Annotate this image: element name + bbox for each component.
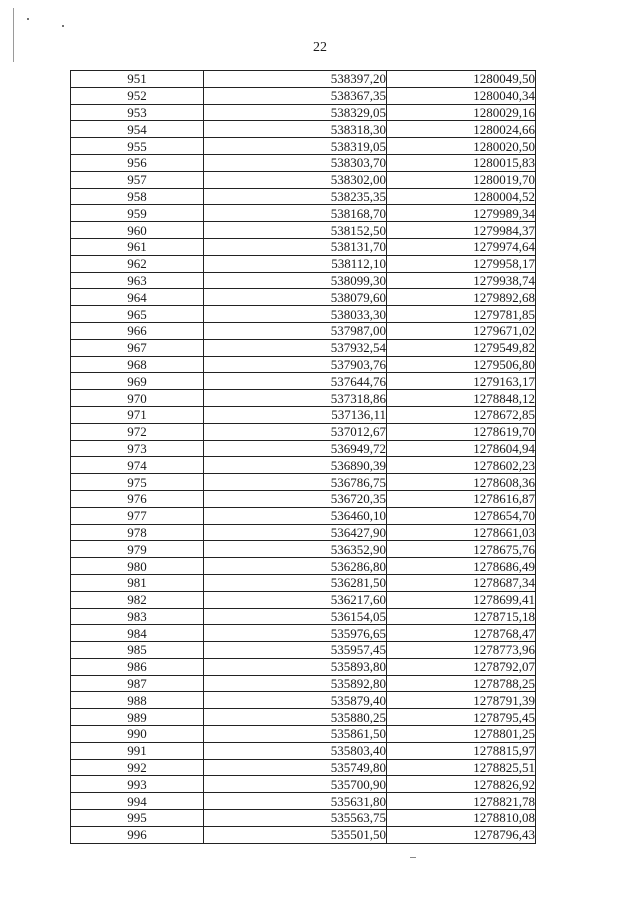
y-coordinate-cell: 1280019,70 <box>387 171 536 188</box>
x-coordinate-cell: 535893,80 <box>204 658 387 675</box>
point-number-cell: 965 <box>71 306 204 323</box>
point-number-cell: 956 <box>71 154 204 171</box>
coordinates-table-body <box>71 71 536 844</box>
table-row <box>71 574 536 591</box>
coordinates-table <box>70 70 536 844</box>
point-number-cell: 986 <box>71 658 204 675</box>
table-row <box>71 759 536 776</box>
point-number-cell: 983 <box>71 608 204 625</box>
x-coordinate-cell: 535700,90 <box>204 776 387 793</box>
y-coordinate-cell: 1280004,52 <box>387 188 536 205</box>
point-number-cell: 961 <box>71 238 204 255</box>
x-coordinate-cell: 535749,80 <box>204 759 387 776</box>
table-row <box>71 390 536 407</box>
x-coordinate-cell: 538329,05 <box>204 104 387 121</box>
x-coordinate-cell: 538235,35 <box>204 188 387 205</box>
point-number-cell: 993 <box>71 776 204 793</box>
point-number-cell: 987 <box>71 675 204 692</box>
table-row <box>71 356 536 373</box>
point-number-cell: 958 <box>71 188 204 205</box>
x-coordinate-cell: 535976,65 <box>204 625 387 642</box>
x-coordinate-cell: 536720,35 <box>204 490 387 507</box>
y-coordinate-cell: 1280049,50 <box>387 71 536 88</box>
table-row <box>71 709 536 726</box>
table-row <box>71 474 536 491</box>
point-number-cell: 953 <box>71 104 204 121</box>
table-row <box>71 524 536 541</box>
table-row <box>71 238 536 255</box>
point-number-cell: 979 <box>71 541 204 558</box>
y-coordinate-cell: 1278675,76 <box>387 541 536 558</box>
x-coordinate-cell: 536217,60 <box>204 591 387 608</box>
table-row <box>71 625 536 642</box>
point-number-cell: 971 <box>71 406 204 423</box>
point-number-cell: 970 <box>71 390 204 407</box>
y-coordinate-cell: 1278715,18 <box>387 608 536 625</box>
table-row <box>71 87 536 104</box>
table-row <box>71 71 536 88</box>
table-row <box>71 188 536 205</box>
point-number-cell: 955 <box>71 138 204 155</box>
table-row <box>71 457 536 474</box>
table-row <box>71 440 536 457</box>
y-coordinate-cell: 1279506,80 <box>387 356 536 373</box>
y-coordinate-cell: 1278604,94 <box>387 440 536 457</box>
x-coordinate-cell: 536460,10 <box>204 507 387 524</box>
point-number-cell: 978 <box>71 524 204 541</box>
point-number-cell: 954 <box>71 121 204 138</box>
y-coordinate-cell: 1279958,17 <box>387 255 536 272</box>
table-row <box>71 272 536 289</box>
table-row <box>71 507 536 524</box>
y-coordinate-cell: 1278848,12 <box>387 390 536 407</box>
table-row <box>71 591 536 608</box>
table-row <box>71 104 536 121</box>
point-number-cell: 988 <box>71 692 204 709</box>
x-coordinate-cell: 537644,76 <box>204 373 387 390</box>
table-row <box>71 306 536 323</box>
y-coordinate-cell: 1280024,66 <box>387 121 536 138</box>
table-row <box>71 810 536 827</box>
page-number: 22 <box>313 40 327 55</box>
x-coordinate-cell: 537932,54 <box>204 339 387 356</box>
y-coordinate-cell: 1278619,70 <box>387 423 536 440</box>
y-coordinate-cell: 1278801,25 <box>387 726 536 743</box>
x-coordinate-cell: 538152,50 <box>204 222 387 239</box>
y-coordinate-cell: 1280015,83 <box>387 154 536 171</box>
point-number-cell: 972 <box>71 423 204 440</box>
y-coordinate-cell: 1278699,41 <box>387 591 536 608</box>
point-number-cell: 967 <box>71 339 204 356</box>
y-coordinate-cell: 1278773,96 <box>387 642 536 659</box>
y-coordinate-cell: 1278768,47 <box>387 625 536 642</box>
x-coordinate-cell: 537903,76 <box>204 356 387 373</box>
x-coordinate-cell: 535563,75 <box>204 810 387 827</box>
y-coordinate-cell: 1278654,70 <box>387 507 536 524</box>
y-coordinate-cell: 1279989,34 <box>387 205 536 222</box>
point-number-cell: 969 <box>71 373 204 390</box>
table-row <box>71 490 536 507</box>
point-number-cell: 957 <box>71 171 204 188</box>
x-coordinate-cell: 535957,45 <box>204 642 387 659</box>
table-row <box>71 289 536 306</box>
x-coordinate-cell: 535861,50 <box>204 726 387 743</box>
table-row <box>71 222 536 239</box>
y-coordinate-cell: 1280020,50 <box>387 138 536 155</box>
table-row <box>71 642 536 659</box>
y-coordinate-cell: 1278815,97 <box>387 742 536 759</box>
x-coordinate-cell: 535501,50 <box>204 826 387 843</box>
x-coordinate-cell: 536154,05 <box>204 608 387 625</box>
x-coordinate-cell: 537012,67 <box>204 423 387 440</box>
x-coordinate-cell: 538318,30 <box>204 121 387 138</box>
table-row <box>71 138 536 155</box>
table-row <box>71 776 536 793</box>
x-coordinate-cell: 538168,70 <box>204 205 387 222</box>
x-coordinate-cell: 536949,72 <box>204 440 387 457</box>
x-coordinate-cell: 536281,50 <box>204 574 387 591</box>
point-number-cell: 976 <box>71 490 204 507</box>
table-row <box>71 675 536 692</box>
point-number-cell: 984 <box>71 625 204 642</box>
x-coordinate-cell: 535892,80 <box>204 675 387 692</box>
y-coordinate-cell: 1278821,78 <box>387 793 536 810</box>
point-number-cell: 980 <box>71 558 204 575</box>
x-coordinate-cell: 535880,25 <box>204 709 387 726</box>
x-coordinate-cell: 535879,40 <box>204 692 387 709</box>
point-number-cell: 964 <box>71 289 204 306</box>
x-coordinate-cell: 538319,05 <box>204 138 387 155</box>
y-coordinate-cell: 1278687,34 <box>387 574 536 591</box>
table-row <box>71 692 536 709</box>
table-row <box>71 121 536 138</box>
y-coordinate-cell: 1278602,23 <box>387 457 536 474</box>
scan-speck <box>62 25 64 27</box>
table-row <box>71 826 536 843</box>
x-coordinate-cell: 537318,86 <box>204 390 387 407</box>
point-number-cell: 973 <box>71 440 204 457</box>
y-coordinate-cell: 1279984,37 <box>387 222 536 239</box>
table-row <box>71 205 536 222</box>
point-number-cell: 966 <box>71 322 204 339</box>
y-coordinate-cell: 1278810,08 <box>387 810 536 827</box>
point-number-cell: 977 <box>71 507 204 524</box>
x-coordinate-cell: 536352,90 <box>204 541 387 558</box>
y-coordinate-cell: 1278825,51 <box>387 759 536 776</box>
table-row <box>71 658 536 675</box>
table-row <box>71 339 536 356</box>
y-coordinate-cell: 1278661,03 <box>387 524 536 541</box>
x-coordinate-cell: 538303,70 <box>204 154 387 171</box>
table-row <box>71 726 536 743</box>
table-row <box>71 171 536 188</box>
y-coordinate-cell: 1280029,16 <box>387 104 536 121</box>
x-coordinate-cell: 538033,30 <box>204 306 387 323</box>
point-number-cell: 985 <box>71 642 204 659</box>
scan-mark <box>410 857 416 858</box>
y-coordinate-cell: 1278788,25 <box>387 675 536 692</box>
point-number-cell: 991 <box>71 742 204 759</box>
point-number-cell: 994 <box>71 793 204 810</box>
y-coordinate-cell: 1278616,87 <box>387 490 536 507</box>
y-coordinate-cell: 1278686,49 <box>387 558 536 575</box>
table-row <box>71 322 536 339</box>
point-number-cell: 992 <box>71 759 204 776</box>
x-coordinate-cell: 535803,40 <box>204 742 387 759</box>
table-row <box>71 541 536 558</box>
x-coordinate-cell: 535631,80 <box>204 793 387 810</box>
x-coordinate-cell: 538397,20 <box>204 71 387 88</box>
point-number-cell: 962 <box>71 255 204 272</box>
x-coordinate-cell: 536427,90 <box>204 524 387 541</box>
y-coordinate-cell: 1279163,17 <box>387 373 536 390</box>
point-number-cell: 995 <box>71 810 204 827</box>
y-coordinate-cell: 1278792,07 <box>387 658 536 675</box>
x-coordinate-cell: 536890,39 <box>204 457 387 474</box>
scan-speck <box>27 18 29 20</box>
y-coordinate-cell: 1278608,36 <box>387 474 536 491</box>
table-row <box>71 558 536 575</box>
x-coordinate-cell: 538367,35 <box>204 87 387 104</box>
y-coordinate-cell: 1278791,39 <box>387 692 536 709</box>
point-number-cell: 974 <box>71 457 204 474</box>
y-coordinate-cell: 1279671,02 <box>387 322 536 339</box>
point-number-cell: 951 <box>71 71 204 88</box>
y-coordinate-cell: 1278795,45 <box>387 709 536 726</box>
x-coordinate-cell: 538112,10 <box>204 255 387 272</box>
point-number-cell: 989 <box>71 709 204 726</box>
table-row <box>71 255 536 272</box>
x-coordinate-cell: 538302,00 <box>204 171 387 188</box>
table-row <box>71 742 536 759</box>
point-number-cell: 982 <box>71 591 204 608</box>
x-coordinate-cell: 538079,60 <box>204 289 387 306</box>
table-row <box>71 793 536 810</box>
y-coordinate-cell: 1279549,82 <box>387 339 536 356</box>
point-number-cell: 981 <box>71 574 204 591</box>
y-coordinate-cell: 1278826,92 <box>387 776 536 793</box>
point-number-cell: 975 <box>71 474 204 491</box>
table-row <box>71 423 536 440</box>
x-coordinate-cell: 538131,70 <box>204 238 387 255</box>
y-coordinate-cell: 1279938,74 <box>387 272 536 289</box>
table-row <box>71 406 536 423</box>
x-coordinate-cell: 538099,30 <box>204 272 387 289</box>
table-row <box>71 373 536 390</box>
table-row <box>71 154 536 171</box>
x-coordinate-cell: 536286,80 <box>204 558 387 575</box>
point-number-cell: 996 <box>71 826 204 843</box>
x-coordinate-cell: 536786,75 <box>204 474 387 491</box>
x-coordinate-cell: 537987,00 <box>204 322 387 339</box>
y-coordinate-cell: 1280040,34 <box>387 87 536 104</box>
y-coordinate-cell: 1278672,85 <box>387 406 536 423</box>
table-row <box>71 608 536 625</box>
point-number-cell: 990 <box>71 726 204 743</box>
y-coordinate-cell: 1279781,85 <box>387 306 536 323</box>
y-coordinate-cell: 1279892,68 <box>387 289 536 306</box>
y-coordinate-cell: 1278796,43 <box>387 826 536 843</box>
point-number-cell: 960 <box>71 222 204 239</box>
point-number-cell: 959 <box>71 205 204 222</box>
y-coordinate-cell: 1279974,64 <box>387 238 536 255</box>
point-number-cell: 968 <box>71 356 204 373</box>
point-number-cell: 952 <box>71 87 204 104</box>
x-coordinate-cell: 537136,11 <box>204 406 387 423</box>
point-number-cell: 963 <box>71 272 204 289</box>
